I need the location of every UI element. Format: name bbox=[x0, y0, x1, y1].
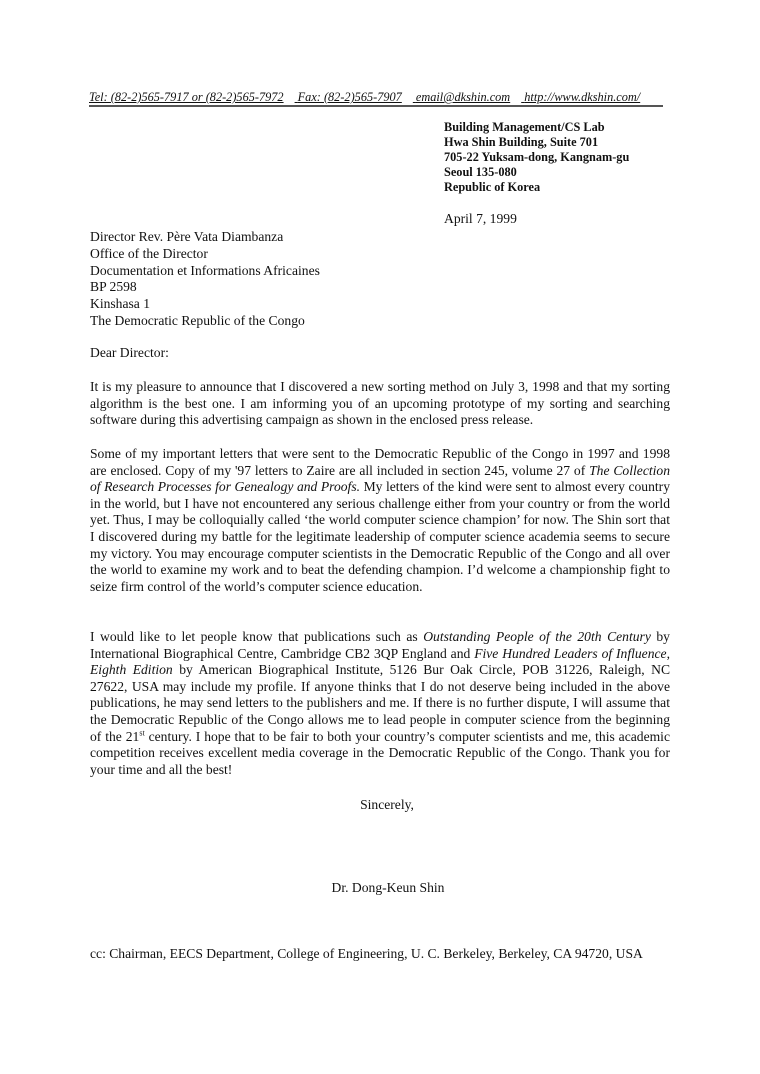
paragraph-3-text: , bbox=[666, 645, 670, 661]
paragraph-3-text: by American Biographical Institute, 5126 Bur Oak Circle, POB 31226, Raleigh, NC 27622, USA may include my profile. If anyone thinks that I do not deserve being included in the above publications, he may send letters to the publishers and me. If there is no further dispute, I will assume that the Democratic Republic of the Congo allows me to lead people in computer science from the beginning of the 21 bbox=[90, 662, 671, 744]
sender-address-line: Building Management/CS Lab bbox=[444, 120, 605, 134]
cc-line: cc: Chairman, EECS Department, College of Engineering, U. C. Berkeley, Berkeley, CA 94720, USA bbox=[90, 946, 643, 961]
paragraph-3-text: century. I hope that to be fair to both your country’s computer scientists and me, this academic competition receives excellent media coverage in the Democratic Republic of the Congo. Thank you for your time and all the best! bbox=[90, 728, 670, 777]
recipient-address bbox=[90, 229, 320, 330]
letterhead-tel: Tel: (82-2)565-7917 or (82-2)565-7972 bbox=[89, 90, 284, 104]
paragraph-1: It is my pleasure to announce that I discovered a new sorting method on July 3, 1998 and that my sorting algorithm is the best one. I am informing you of an upcoming prototype of my sorting and searching software during this advertising campaign as shown in the enclosed press release. bbox=[90, 379, 670, 428]
recipient-line: BP 2598 bbox=[90, 279, 137, 295]
sender-address-line: Hwa Shin Building, Suite 701 bbox=[444, 135, 599, 149]
publication-title: Outstanding People of the 20th Century bbox=[423, 629, 651, 644]
paragraph-2-text: Some of my important letters that were sent to the Democratic Republic of the Congo in 1997 and 1998 are enclosed. Copy of my '97 letters to Zaire are all included in section 245, volume 27 of bbox=[90, 446, 670, 478]
publication-title: Five Hundred Leaders of Influence bbox=[474, 645, 667, 661]
recipient-line: Director Rev. Père Vata Diambanza bbox=[90, 229, 284, 244]
paragraph-3 bbox=[90, 629, 670, 778]
letterhead-contact-line bbox=[89, 90, 663, 107]
signature-name: Dr. Dong-Keun Shin bbox=[331, 880, 445, 895]
paragraph-2-text: My letters of the kind were sent to almost every country in the world, but I have not encountered any serious challenge either from your country or from the world yet. Thus, I may be colloquially called ‘the world computer science champion’ for now. The Shin sort that I discovered during my battle for the legitimate leadership of computer science academia seems to secure my victory. You may encourage computer scientists in the Democratic Republic of the Congo and all over the world to examine my work and to beat the defending champion. I’d welcome a championship fight to seize firm control of the world’s computer science education. bbox=[90, 479, 670, 594]
ordinal-suffix: st bbox=[139, 728, 145, 738]
recipient-line: Kinshasa 1 bbox=[90, 296, 151, 312]
recipient-line: The Democratic Republic of the Congo bbox=[90, 312, 305, 328]
sender-address-line: 705-22 Yuksam-dong, Kangnam-gu bbox=[444, 150, 630, 164]
letterhead-website: http://www.dkshin.com/ bbox=[524, 90, 641, 104]
sender-address bbox=[444, 120, 629, 195]
paragraph-3-text: by International Biographical Centre, Cambridge CB2 3QP England and bbox=[90, 629, 670, 661]
letterhead-fax: Fax: (82-2)565-7907 bbox=[297, 90, 402, 104]
publication-title: The Collection of Research Processes for Genealogy and Proofs. bbox=[90, 462, 671, 495]
letter-date: April 7, 1999 bbox=[444, 211, 517, 226]
publication-edition: Eighth Edition bbox=[90, 662, 173, 678]
paragraph-2 bbox=[90, 446, 670, 595]
recipient-line: Documentation et Informations Africaines bbox=[90, 262, 320, 278]
closing: Sincerely, bbox=[360, 797, 414, 812]
salutation: Dear Director: bbox=[90, 345, 169, 360]
recipient-line: Office of the Director bbox=[90, 245, 208, 261]
sender-address-line: Republic of Korea bbox=[444, 180, 541, 194]
sender-address-line: Seoul 135-080 bbox=[444, 165, 517, 179]
letterhead-email: email@dkshin.com bbox=[415, 90, 511, 104]
paragraph-3-text: I would like to let people know that publications such as bbox=[90, 629, 424, 644]
